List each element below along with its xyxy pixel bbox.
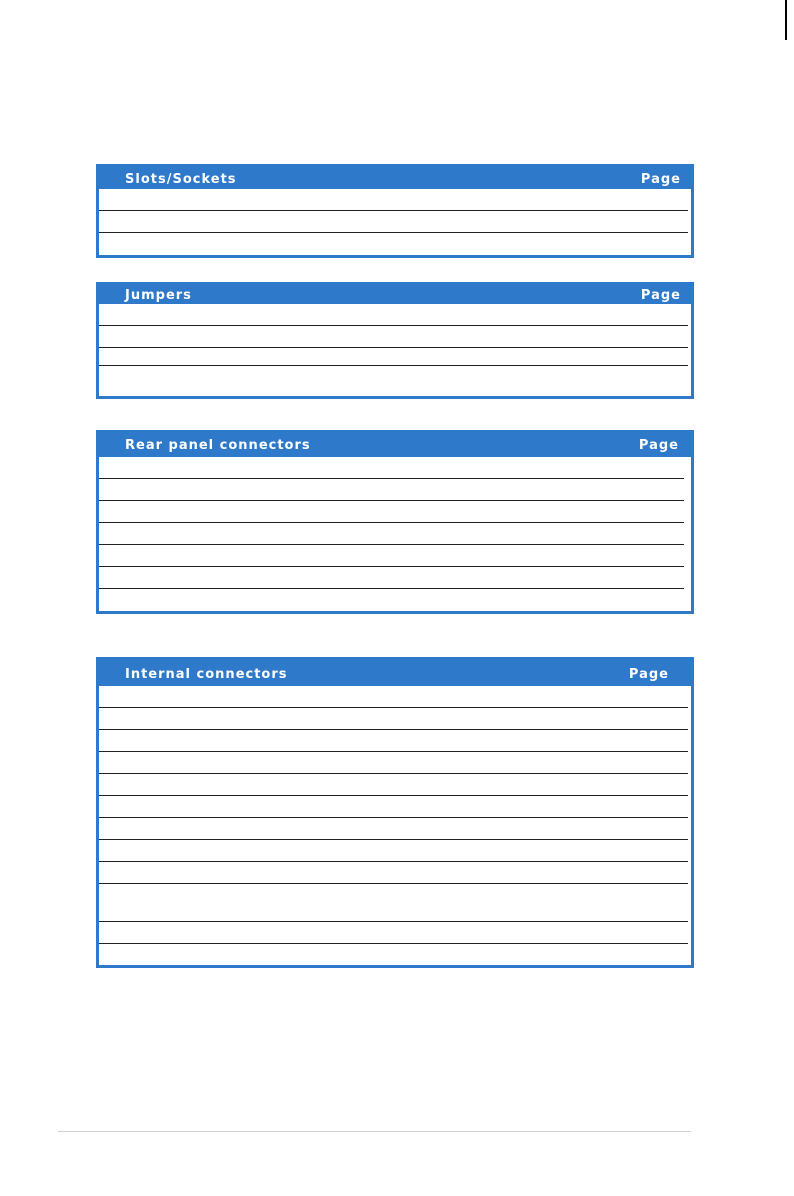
page-column-label: Page [640,172,681,187]
table-row [99,348,688,366]
table-row [99,686,688,708]
slots-sockets-table [96,164,694,258]
table-row [99,523,684,545]
table-row [99,189,688,211]
page-column-label: Page [638,438,679,453]
internal-connectors-table [96,657,694,968]
table-title: Jumpers [125,288,192,303]
table-row [99,589,684,611]
table-row [99,774,688,796]
table-row [99,796,688,818]
table-title: Internal connectors [125,667,288,682]
table-row [99,708,688,730]
table-row [99,922,688,944]
table-row [99,818,688,840]
table-header [99,660,691,686]
crop-mark [785,0,787,40]
jumpers-table [96,282,694,399]
table-row [99,840,688,862]
table-row [99,545,684,567]
table-header [99,285,691,304]
page-column-label: Page [628,667,669,682]
table-row [99,304,688,326]
table-row [99,862,688,884]
table-row [99,884,688,922]
table-row [99,501,684,523]
table-row [99,944,688,965]
table-row [99,479,684,501]
footer-rule [58,1131,691,1132]
table-title: Rear panel connectors [125,438,311,453]
table-row [99,211,688,233]
table-row [99,567,684,589]
table-title: Slots/Sockets [125,172,237,187]
table-row [99,233,688,255]
rear-panel-connectors-table [96,430,694,614]
page-column-label: Page [640,288,681,303]
table-row [99,730,688,752]
table-header [99,167,691,189]
table-row [99,457,684,479]
table-row [99,366,688,396]
table-header [99,433,691,457]
table-row [99,326,688,348]
table-row [99,752,688,774]
